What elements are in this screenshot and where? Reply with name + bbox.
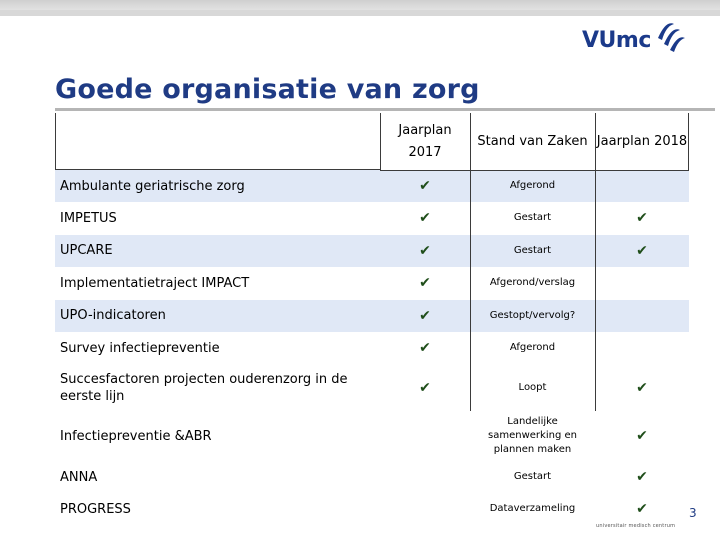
table-row [55,332,689,364]
check-icon: ✔ [636,242,648,259]
table-row [55,411,689,461]
check-icon [595,170,689,202]
row-label: PROGRESS [60,501,131,517]
row-label: UPCARE [60,243,113,258]
header-stand-van-zaken: Stand van Zaken [477,134,588,149]
table-row [55,234,689,267]
check-icon: ✔ [419,379,431,396]
table-row [55,170,689,202]
check-icon [595,332,689,364]
row-label: ANNA [60,469,98,485]
header-cell-1 [60,113,380,170]
table-row [55,267,689,299]
logo-text: VUmc [582,28,651,53]
row-status: Gestopt/vervolg? [489,309,576,321]
row-status: Afgerond [509,180,556,191]
column-rule [55,113,56,170]
row-divider [55,267,689,268]
check-icon [380,493,470,525]
row-label: Implementatietraject IMPACT [60,275,250,291]
check-icon: ✔ [636,210,648,226]
row-label: Survey infectiepreventie [60,340,220,356]
check-icon [595,267,689,299]
check-icon: ✔ [636,428,648,444]
row-label: UPO-indicatoren [60,308,166,323]
column-rule [688,113,689,170]
header-jaarplan-2017: Jaarplan 2017 [398,122,452,160]
row-divider [55,234,689,235]
row-status: Gestart [513,471,552,482]
check-icon: ✔ [419,242,431,259]
column-rule [470,113,471,411]
table-row [55,299,689,332]
status-table [55,113,689,527]
check-icon: ✔ [636,469,648,485]
top-bar [0,0,720,16]
row-status: Landelijke samenwerking en plannen maken [488,416,577,455]
table-row [55,461,689,493]
column-rule [380,113,381,170]
row-label: Succesfactoren projecten ouderenzorg in de eerste lijn [60,371,348,404]
row-status: Loopt [518,381,547,393]
header-jaarplan-2018: Jaarplan 2018 [596,134,688,149]
check-icon: ✔ [419,307,431,324]
logo-swirl-icon [652,18,686,56]
column-rule [595,113,596,411]
row-divider [55,299,689,300]
table-row [55,493,689,525]
title-divider [55,108,715,111]
row-status: Gestart [513,244,552,256]
check-icon: ✔ [419,340,431,356]
check-icon: ✔ [419,210,431,226]
table-row [55,364,689,411]
row-divider [55,332,689,333]
row-status: Gestart [513,212,552,223]
check-icon: ✔ [419,178,431,194]
row-label: Ambulante geriatrische zorg [60,178,245,194]
row-label: IMPETUS [60,210,117,226]
page-number: 3 [689,506,697,520]
header-rule [55,169,380,170]
footer-note: universitair medisch centrum [596,523,676,529]
header-rule [380,170,689,171]
page-title: Goede organisatie van zorg [55,74,480,105]
check-icon [380,411,470,461]
row-status: Dataverzameling [489,503,576,514]
row-divider [55,202,689,203]
check-icon [595,299,689,332]
row-status: Afgerond/verslag [489,277,576,288]
vumc-logo [582,18,692,58]
row-status: Afgerond [509,342,556,353]
check-icon: ✔ [419,275,431,291]
table-header-row [55,113,689,170]
check-icon [380,461,470,493]
check-icon: ✔ [636,501,648,517]
row-label: Infectiepreventie &ABR [60,428,212,444]
check-icon: ✔ [636,379,648,396]
table-row [55,202,689,234]
